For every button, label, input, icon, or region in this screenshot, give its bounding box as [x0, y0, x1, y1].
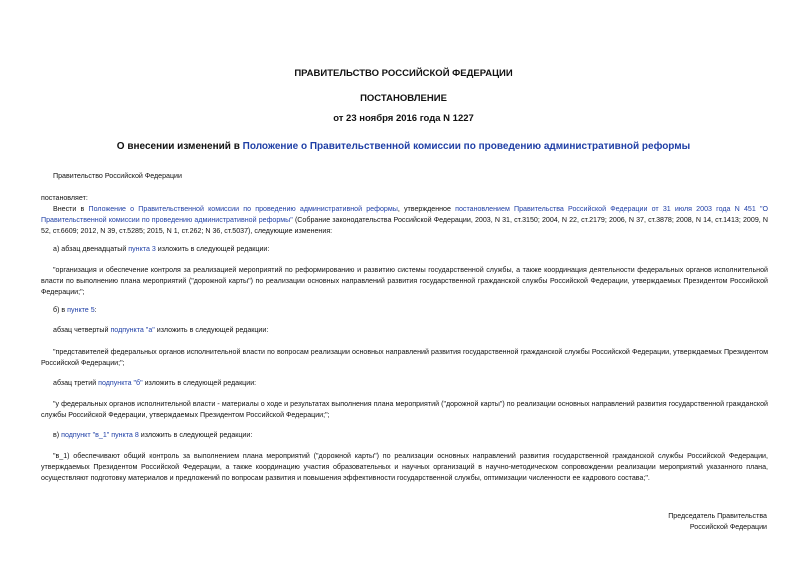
item-b-post: :	[94, 306, 97, 314]
item-b2-post: изложить в следующей редакции:	[142, 379, 257, 387]
item-b1-text: "представителей федеральных органов исполнительной власти по вопросам реализации основных направлений развития государственной гражданской службы Российской Федерации, утверждаемых Президентом Российской Федерации;";	[41, 348, 768, 367]
item-c-link[interactable]: подпункт "в_1" пункта 8	[61, 431, 139, 439]
item-b2-pre: абзац третий	[53, 379, 99, 387]
item-b1	[41, 325, 768, 336]
signature-line-2: Российской Федерации	[689, 523, 767, 531]
item-a	[41, 244, 768, 255]
item-c	[41, 430, 768, 441]
item-a-text: "организация и обеспечение контроля за реализацией мероприятий по реформированию и развитию системы государственной службы, а также координация деятельности федеральных органов исполнительной власти по выполнению плана мероприятий ("дорожной карты") по реализации основных направлений развития государственной гражданской службы Российской Федерации, утверждаемых Президентом Российской Федерации;";	[41, 266, 768, 296]
p1-text-c: (Собрание законодательства Российской Федерации, 2003, N 31, ст.3150; 2004, N 22, ст.2179; 2006, N 37, ст.3878; 2008, N 14, ст.1413; 2009, N 52, ст.6609; 2012, N 39, ст.5285; 2015, N 1, ст.262; N 36, ст.5037), следующие изменения:	[41, 216, 768, 235]
item-c-pre: в)	[53, 431, 62, 439]
paragraph-1	[41, 204, 768, 237]
item-c-post: изложить в следующей редакции:	[138, 431, 253, 439]
item-c-text: "в_1) обеспечивают общий контроль за выполнением плана мероприятий ("дорожной карты") по реализации основных направлений развития государственной гражданской службы Российской Федерации, утверждаемых Президентом Российской Федерации, а также координацию участия образовательных и научных организаций в научно-методическом сопровождении реализации мероприятий указанного плана, осуществляют подготовку материалов и предложений по вопросам развития и повышения эффективности государственной службы, оптимизации численности ее кадрового состава;".	[41, 452, 768, 482]
preamble-resolves: постановляет:	[41, 194, 88, 202]
item-a-link[interactable]: пункта 3	[128, 245, 156, 253]
item-b2-link[interactable]: подпункта "б"	[98, 379, 143, 387]
document-date-number: от 23 ноября 2016 года N 1227	[333, 113, 474, 124]
item-b1-post: изложить в следующей редакции:	[154, 326, 269, 334]
regulation-link[interactable]: Положение о Правительственной комиссии по проведению административной реформы	[88, 205, 398, 213]
document-type: ПОСТАНОВЛЕНИЕ	[360, 93, 447, 104]
signature-line-1: Председатель Правительства	[668, 512, 767, 520]
p1-text-a: Внести в	[53, 205, 89, 213]
item-b1-pre: абзац четвертый	[53, 326, 111, 334]
item-b1-link[interactable]: подпункта "а"	[110, 326, 155, 334]
decree-link[interactable]: постановлением Правительства Российской Федерации от 31 июля 2003 года N 451 "О Правительственной комиссии по проведению административной реформы"	[41, 205, 769, 224]
document-title	[0, 141, 807, 152]
item-b-pre: б) в	[53, 306, 68, 314]
government-heading: ПРАВИТЕЛЬСТВО РОССИЙСКОЙ ФЕДЕРАЦИИ	[294, 68, 513, 79]
title-prefix: О внесении изменений в	[116, 141, 243, 152]
item-b2	[41, 378, 768, 389]
item-b-link[interactable]: пункте 5	[67, 306, 95, 314]
p1-text-b: , утвержденное	[397, 205, 456, 213]
item-b2-text: "у федеральных органов исполнительной власти - материалы о ходе и результатах выполнения плана мероприятий ("дорожной карты") по реализации основных направлений развития государственной гражданской службы Российской Федерации, утверждаемых Президентом Российской Федерации;";	[41, 400, 768, 419]
item-b	[41, 305, 768, 316]
title-link[interactable]: Положение о Правительственной комиссии по проведению административной реформы	[242, 141, 691, 152]
item-a-post: изложить в следующей редакции:	[155, 245, 270, 253]
preamble-government: Правительство Российской Федерации	[53, 172, 182, 180]
item-a-pre: а) абзац двенадцатый	[53, 245, 129, 253]
